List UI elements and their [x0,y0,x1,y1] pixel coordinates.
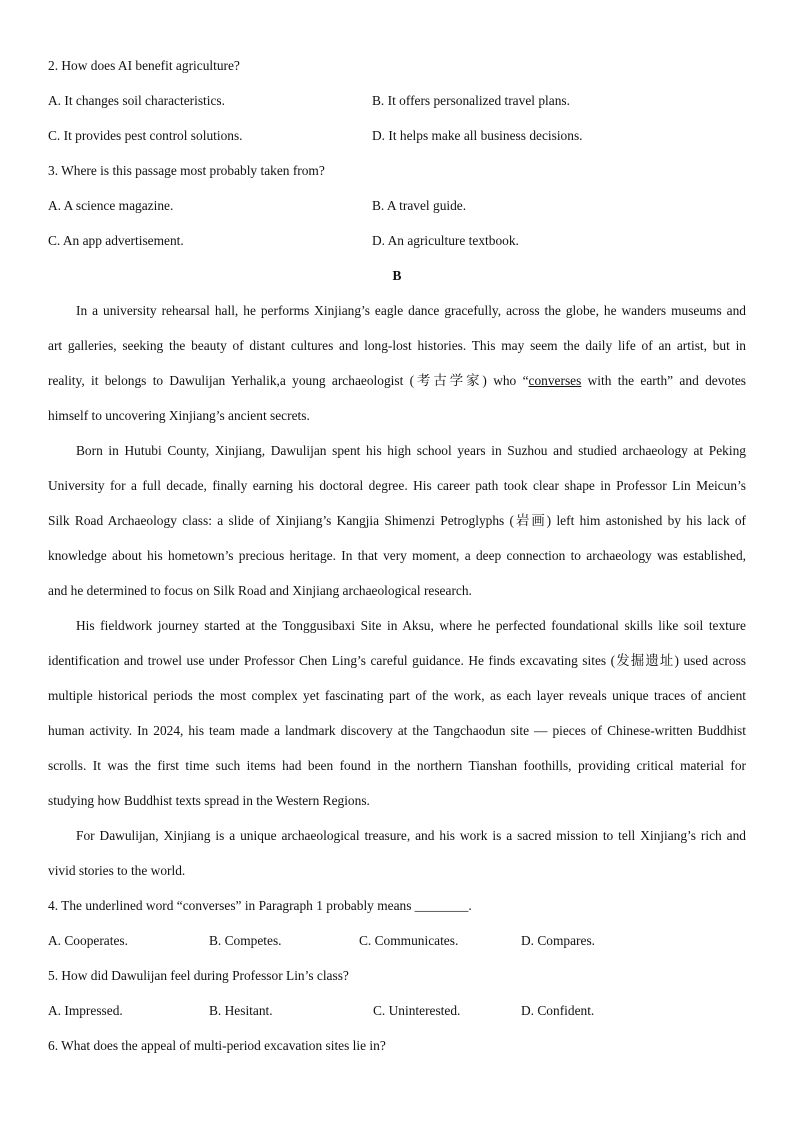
question-3-option-b: B. A travel guide. [372,198,467,213]
paragraph-2-line-3: Silk Road Archaeology class: a slide of Xinjiang’s Kangjia Shimenzi Petroglyphs (岩画) left him astonished by his lack of [48,513,746,528]
paragraph-3-line-4: human activity. In 2024, his team made a landmark discovery at the Tangchaodun site — pieces of Chinese-written Buddhist [48,723,746,738]
paragraph-3-line-1: His fieldwork journey started at the Tonggusibaxi Site in Aksu, where he perfected foundational skills like soil texture [76,618,746,633]
paragraph-3-line-6: studying how Buddhist texts spread in the Western Regions. [48,793,370,808]
paragraph-1-line-3 [48,372,746,390]
question-4-stem: 4. The underlined word “converses” in Paragraph 1 probably means ________. [48,898,472,913]
paragraph-1-line-3-end: with the earth” and devotes [581,373,746,388]
paragraph-4-line-1: For Dawulijan, Xinjiang is a unique archaeological treasure, and his work is a sacred mission to tell Xinjiang’s rich and [76,828,746,843]
question-2-option-d: D. It helps make all business decisions. [372,128,583,143]
paragraph-3-line-3: multiple historical periods the most complex yet fascinating part of the work, as each layer reveals unique traces of ancient [48,688,746,703]
paragraph-2-line-1: Born in Hutubi County, Xinjiang, Dawulijan spent his high school years in Suzhou and studied archaeology at Peking [76,443,746,458]
paragraph-1-line-1: In a university rehearsal hall, he performs Xinjiang’s eagle dance gracefully, across the globe, he wanders museums and [76,303,746,318]
paragraph-2-line-4: knowledge about his hometown’s precious heritage. In that very moment, a deep connection to archaeology was established, [48,548,746,563]
paragraph-2-line-5: and he determined to focus on Silk Road and Xinjiang archaeological research. [48,583,472,598]
question-5-option-d: D. Confident. [521,1003,595,1018]
question-5-stem: 5. How did Dawulijan feel during Professor Lin’s class? [48,968,349,983]
underlined-word: converses [528,373,582,388]
question-2-option-c: C. It provides pest control solutions. [48,128,243,143]
question-4-option-d: D. Compares. [521,933,596,948]
paragraph-3-line-5: scrolls. It was the first time such items had been found in the northern Tianshan foothills, providing critical material for [48,758,746,773]
question-3-option-c: C. An app advertisement. [48,233,184,248]
question-3-option-d: D. An agriculture textbook. [372,233,519,248]
question-3-option-a: A. A science magazine. [48,198,174,213]
question-2-stem: 2. How does AI benefit agriculture? [48,58,240,73]
question-2-option-b: B. It offers personalized travel plans. [372,93,570,108]
paragraph-3-line-2: identification and trowel use under Professor Chen Ling’s careful guidance. He finds excavating sites (发掘遗址) used across [48,653,746,668]
paragraph-4-line-2: vivid stories to the world. [48,863,186,878]
question-4-option-a: A. Cooperates. [48,933,128,948]
question-5-option-a: A. Impressed. [48,1003,123,1018]
paragraph-1-line-3-start: reality, it belongs to Dawulijan Yerhalik,a young archaeologist (考古学家) who “ [48,373,529,388]
paragraph-2-line-2: University for a full decade, finally earning his doctoral degree. His career path took clear shape in Professor Lin Meicun’s [48,478,746,493]
question-6-stem: 6. What does the appeal of multi-period excavation sites lie in? [48,1038,386,1053]
question-2-option-a: A. It changes soil characteristics. [48,93,225,108]
question-4-option-b: B. Competes. [209,933,282,948]
question-4-option-c: C. Communicates. [359,933,459,948]
section-heading: B [392,268,402,283]
paragraph-1-line-4: himself to uncovering Xinjiang’s ancient secrets. [48,408,310,423]
paragraph-1-line-2: art galleries, seeking the beauty of distant cultures and long-lost histories. This may seem the daily life of an artist, but in [48,338,746,353]
question-5-option-c: C. Uninterested. [373,1003,461,1018]
question-3-stem: 3. Where is this passage most probably taken from? [48,163,325,178]
question-5-option-b: B. Hesitant. [209,1003,273,1018]
